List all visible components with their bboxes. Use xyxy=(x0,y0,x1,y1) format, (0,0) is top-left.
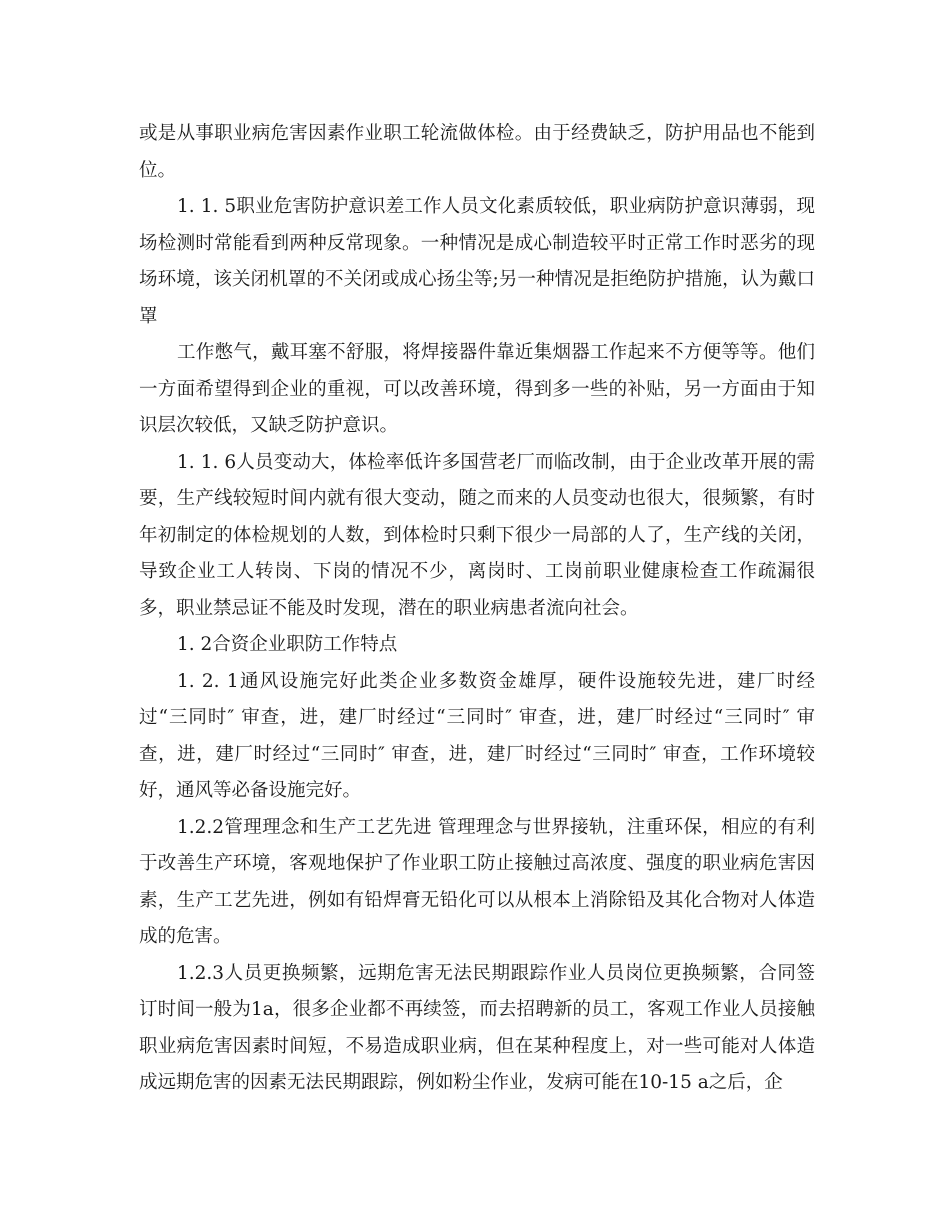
paragraph-1-2-1: 1. 2. 1通风设施完好此类企业多数资金雄厚，硬件设施较先进，建厂时经过“三同时″ 审查，进，建厂时经过“三同时″ 审查，进，建厂时经过“三同时″ 审查，进，建厂时经过“三同时″ 审查，进，建厂时经过“三同时″ 审查，工作环境较好，通风等必备设施完好。 xyxy=(139,670,815,801)
section-heading-1-2: 1. 2合资企业职防工作特点 xyxy=(177,634,398,655)
document-body xyxy=(139,116,815,1102)
paragraph-1-1-5: 1. 1. 5职业危害防护意识差工作人员文化素质较低，职业病防护意识薄弱，现场检测时常能看到两种反常现象。一种情况是成心制造较平时正常工作时恶劣的现场环境，该关闭机罩的不关闭或成心扬尘等;另一种情况是拒绝防护措施，认为戴口罩 xyxy=(139,196,815,327)
paragraph-1-2-2: 1.2.2管理理念和生产工艺先进 管理理念与世界接轨，注重环保，相应的有利于改善生产环境，客观地保护了作业职工防止接触过高浓度、强度的职业病危害因素，生产工艺先进，例如有铅焊膏无铅化可以从根本上消除铅及其化合物对人体造成的危害。 xyxy=(139,816,815,947)
paragraph-1-1-6: 1. 1. 6人员变动大，体检率低许多国营老厂而临改制，由于企业改革开展的需要，生产线较短时间内就有很大变动，随之而来的人员变动也很大，很频繁，有时年初制定的体检规划的人数，到体检时只剩下很少一局部的人了，生产线的关闭，导致企业工人转岗、下岗的情况不少，离岗时、工岗前职业健康检查工作疏漏很多，职业禁忌证不能及时发现，潜在的职业病患者流向社会。 xyxy=(139,451,815,619)
paragraph-1-2-3: 1.2.3人员更换频繁，远期危害无法民期跟踪作业人员岗位更换频繁，合同签订时间一般为1a，很多企业都不再续签，而去招聘新的员工，客观工作业人员接触职业病危害因素时间短，不易造成职业病，但在某种程度上，对一些可能对人体造成远期危害的因素无法民期跟踪，例如粉尘作业，发病可能在10-15 a之后，企 xyxy=(139,962,815,1093)
paragraph-1-1-5-continued: 工作憋气，戴耳塞不舒服，将焊接器件靠近集烟器工作起来不方便等等。他们一方面希望得到企业的重视，可以改善环境，得到多一些的补贴，另一方面由于知识层次较低，又缺乏防护意识。 xyxy=(139,342,815,436)
paragraph-continuation: 或是从事职业病危害因素作业职工轮流做体检。由于经费缺乏，防护用品也不能到位。 xyxy=(139,123,815,181)
